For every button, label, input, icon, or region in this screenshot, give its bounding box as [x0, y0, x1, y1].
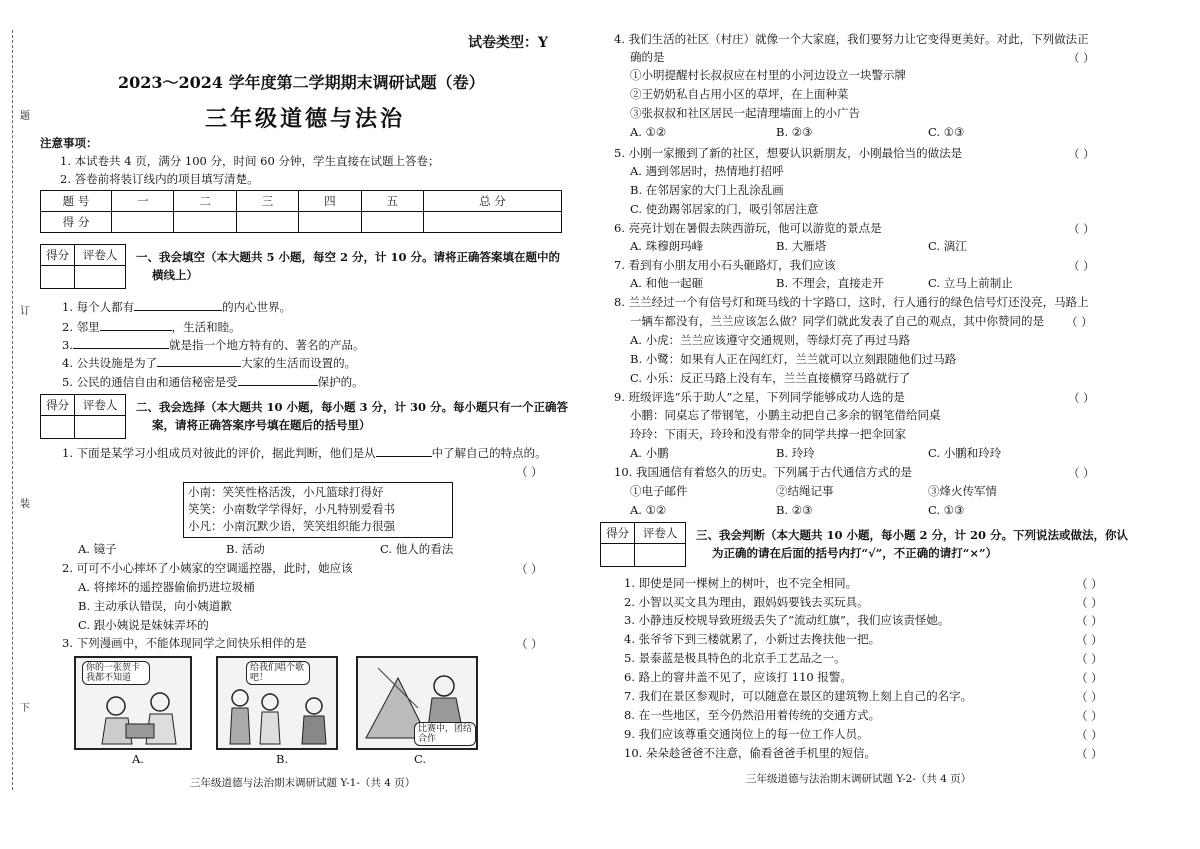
s3-item-5: 5. 景泰蓝是极具特色的北京手工艺品之一。: [624, 651, 846, 665]
r-q8-opt-b: B. 小鹭：如果有人正在闯红灯，兰兰就可以立刻跟随他们过马路: [630, 352, 957, 366]
answer-paren[interactable]: （ ）: [1076, 596, 1103, 610]
r-q4-opt-b: B. ②③: [776, 125, 813, 139]
r-q4-l1: 4. 我们生活的社区（村庄）就像一个大家庭，我们要努力让它变得更美好。对此，下列做法正: [614, 32, 1089, 46]
fill-blank[interactable]: [238, 373, 318, 386]
s1-q3-text: 3.: [62, 338, 73, 352]
s1-q3: [62, 336, 364, 352]
r-q6-opt-c: C. 漓江: [928, 239, 967, 253]
answer-paren[interactable]: （ ）: [516, 465, 543, 479]
s1-q5-text-end: 保护的。: [317, 375, 364, 389]
s1-q1-text: 1. 每个人都有: [62, 300, 135, 314]
r-q5-opt-b: B. 在邻居家的大门上乱涂乱画: [630, 183, 784, 197]
grader-reviewer-label: 评卷人: [75, 395, 126, 416]
comic-panel-c: [356, 656, 478, 750]
score-row-label: 得 分: [41, 212, 112, 233]
comic-label-b: B.: [276, 752, 289, 766]
grader-score-cell[interactable]: [601, 544, 635, 567]
s3-item-2: 2. 小智以买文具为理由，跟妈妈要钱去买玩具。: [624, 595, 869, 609]
margin-mark-bottom1: 装: [20, 499, 30, 510]
footer-page-1: 三年级道德与法治期末调研试题 Y-1-（共 4 页）: [190, 777, 416, 789]
section1-title-l1: 一、我会填空（本大题共 5 小题，每空 2 分，计 10 分。请将正确答案填在题中的: [136, 250, 561, 264]
r-q9-l3: 玲玲：下雨天，玲玲和没有带伞的同学共撑一把伞回家: [630, 427, 906, 441]
answer-paren[interactable]: （ ）: [1076, 747, 1103, 761]
s3-item-6: 6. 路上的窨井盖不见了，应该打 110 报警。: [624, 670, 852, 684]
margin-mark-mid: 订: [20, 306, 30, 317]
r-q4-item-3: ③张叔叔和社区居民一起清理墙面上的小广告: [630, 106, 860, 120]
grader-reviewer-label: 评卷人: [635, 523, 686, 544]
q1-dialogue-box: [183, 482, 453, 538]
s1-q3-text-end: 就是指一个地方特有的、著名的产品。: [168, 338, 365, 352]
grader-box-2: [40, 394, 126, 439]
grader-score-label: 得分: [601, 523, 635, 544]
s2-q3: 3. 下列漫画中，不能体现同学之间快乐相伴的是: [62, 636, 307, 650]
answer-paren[interactable]: （ ）: [1076, 709, 1103, 723]
r-q6-opt-b: B. 大雁塔: [776, 239, 827, 253]
s1-q4-text-end: 大家的生活而设置的。: [241, 356, 357, 370]
binding-line: [12, 30, 13, 790]
score-col-3: 三: [236, 191, 298, 212]
r-q10: 10. 我国通信有着悠久的历史。下列属于古代通信方式的是: [614, 465, 912, 479]
score-cell[interactable]: [112, 212, 174, 233]
margin-mark-bottom2: 下: [20, 703, 30, 714]
comic-b-bubble: 给我们唱个歌吧！: [246, 661, 310, 685]
s2-q1-text-end: 中了解自己的特点的。: [431, 446, 547, 460]
r-q7: 7. 看到有小朋友用小石头砸路灯，我们应该: [614, 258, 836, 272]
r-q4-opt-c: C. ①③: [928, 125, 965, 139]
s2-q2-opt-b: B. 主动承认错误，向小姨道歉: [78, 599, 232, 613]
r-q8-opt-a: A. 小虎：兰兰应该遵守交通规则，等绿灯亮了再过马路: [630, 333, 911, 347]
paper-type: 试卷类型：Y: [468, 35, 548, 51]
grader-box-3: [600, 522, 686, 567]
s1-q4: [62, 354, 356, 370]
r-q7-opt-a: A. 和他一起砸: [630, 276, 704, 290]
fill-blank[interactable]: [376, 444, 432, 457]
r-q5-opt-c: C. 使劲踢邻居家的门，吸引邻居注意: [630, 202, 819, 216]
section2-title-l1: 二、我会选择（本大题共 10 小题，每小题 3 分，计 30 分。每小题只有一个正确答: [136, 400, 569, 414]
score-cell[interactable]: [174, 212, 236, 233]
s1-q4-text: 4. 公共设施是为了: [62, 356, 158, 370]
section3-title-l2: 为正确的请在后面的括号内打“√”，不正确的请打“×”）: [712, 546, 998, 560]
score-cell[interactable]: [299, 212, 361, 233]
score-col-label: 题 号: [41, 191, 112, 212]
grader-reviewer-cell[interactable]: [75, 266, 126, 289]
s1-q2: [62, 318, 241, 334]
s2-q1-text: 1. 下面是某学习小组成员对彼此的评价，据此判断，他们是从: [62, 446, 376, 460]
comic-panel-b: [216, 656, 338, 750]
score-col-total: 总 分: [423, 191, 561, 212]
r-q6-opt-a: A. 珠穆朗玛峰: [630, 239, 704, 253]
answer-paren[interactable]: （ ）: [1076, 690, 1103, 704]
comic-label-a: A.: [132, 752, 144, 766]
s1-q2-text: 2. 邻里: [62, 320, 100, 334]
answer-paren[interactable]: （ ）: [1076, 633, 1103, 647]
answer-paren[interactable]: （ ）: [1066, 315, 1093, 329]
answer-paren[interactable]: （ ）: [1076, 671, 1103, 685]
section2-title-l2: 案，请将正确答案序号填在题后的括号里）: [152, 418, 371, 432]
s3-item-7: 7. 我们在景区参观时，可以随意在景区的建筑物上刻上自己的名字。: [624, 689, 973, 703]
dialogue-line: 小凡：小南沉默少语，笑笑组织能力很强: [188, 519, 395, 533]
s2-q1-opt-a: A. 镜子: [78, 542, 117, 556]
comic-label-c: C.: [414, 752, 427, 766]
fill-blank[interactable]: [157, 354, 241, 367]
comic-c-bubble: 比赛中，团结合作: [414, 722, 476, 746]
answer-paren[interactable]: （ ）: [1076, 577, 1103, 591]
grader-score-label: 得分: [41, 245, 75, 266]
score-table: [40, 190, 562, 233]
score-col-4: 四: [299, 191, 361, 212]
s2-q1-opt-c: C. 他人的看法: [380, 542, 454, 556]
notes-heading: 注意事项：: [40, 136, 98, 150]
r-q9-opt-a: A. 小鹏: [630, 446, 669, 460]
comic-a-bubble: 你的一张贺卡我都不知道: [82, 661, 150, 685]
score-col-1: 一: [112, 191, 174, 212]
r-q4-l2: 确的是: [630, 50, 665, 64]
answer-paren[interactable]: （ ）: [1076, 652, 1103, 666]
s3-item-9: 9. 我们应该尊重交通岗位上的每一位工作人员。: [624, 727, 869, 741]
section1-title-l2: 横线上）: [152, 268, 198, 282]
section3-title-l1: 三、我会判断（本大题共 10 小题，每小题 2 分，计 20 分。下列说法或做法，你认: [696, 528, 1129, 542]
score-cell[interactable]: [236, 212, 298, 233]
dialogue-line: 笑笑：小南数学学得好，小凡特别爱看书: [188, 502, 395, 516]
answer-paren[interactable]: （ ）: [1068, 466, 1095, 480]
footer-page-2: 三年级道德与法治期末调研试题 Y-2-（共 4 页）: [746, 773, 972, 785]
r-q9-opt-c: C. 小鹏和玲玲: [928, 446, 1002, 460]
score-col-5: 五: [361, 191, 423, 212]
score-cell[interactable]: [423, 212, 561, 233]
grader-reviewer-cell[interactable]: [635, 544, 686, 567]
s2-q1: [62, 444, 547, 460]
grader-box-1: [40, 244, 126, 289]
s2-q2: 2. 可可不小心摔坏了小姨家的空调遥控器，此时，她应该: [62, 561, 353, 575]
margin-mark-top: 题: [20, 111, 30, 122]
r-q9-l1: 9. 班级评选“乐于助人”之星，下列同学能够成功人选的是: [614, 390, 905, 404]
answer-paren[interactable]: （ ）: [1076, 728, 1103, 742]
s2-q2-opt-c: C. 跟小姨说是妹妹弄坏的: [78, 618, 209, 632]
answer-paren[interactable]: （ ）: [1068, 51, 1095, 65]
comic-b-drawing: [218, 658, 336, 748]
answer-paren[interactable]: （ ）: [1068, 259, 1095, 273]
r-q10-opt-b: B. ②③: [776, 503, 813, 517]
answer-paren[interactable]: （ ）: [1068, 147, 1095, 161]
r-q9-opt-b: B. 玲玲: [776, 446, 815, 460]
score-table-header-row: [41, 191, 562, 212]
answer-paren[interactable]: （ ）: [516, 562, 543, 576]
s1-q5-text: 5. 公民的通信自由和通信秘密是受: [62, 375, 238, 389]
r-q5: 5. 小刚一家搬到了新的社区，想要认识新朋友，小刚最恰当的做法是: [614, 146, 963, 160]
s1-q1-text-end: 的内心世界。: [222, 300, 292, 314]
s1-q1: [62, 298, 291, 314]
comic-panel-a: [74, 656, 192, 750]
r-q7-opt-c: C. 立马上前制止: [928, 276, 1013, 290]
r-q4-opt-a: A. ①②: [630, 125, 667, 139]
answer-paren[interactable]: （ ）: [516, 637, 543, 651]
grader-score-cell[interactable]: [41, 416, 75, 439]
fill-blank[interactable]: [100, 318, 172, 331]
fill-blank[interactable]: [73, 336, 169, 349]
r-q10-opt-c: C. ①③: [928, 503, 965, 517]
s3-item-3: 3. 小静违反校规导致班级丢失了“流动红旗”，我们应该责怪她。: [624, 613, 950, 627]
s3-item-8: 8. 在一些地区，至今仍然沿用着传统的交通方式。: [624, 708, 881, 722]
r-q8-l2: 一辆车都没有，兰兰应该怎么做？同学们就此发表了自己的观点，其中你赞同的是: [630, 314, 1044, 328]
exam-subject: 三年级道德与法治: [205, 106, 406, 132]
r-q7-opt-b: B. 不理会，直接走开: [776, 276, 884, 290]
fill-blank[interactable]: [134, 298, 222, 311]
score-cell[interactable]: [361, 212, 423, 233]
s3-item-10: 10. 朵朵趁爸爸不注意，偷看爸爸手机里的短信。: [624, 746, 876, 760]
grader-score-label: 得分: [41, 395, 75, 416]
answer-paren[interactable]: （ ）: [1076, 614, 1103, 628]
dialogue-line: 小南：笑笑性格活泼，小凡篮球打得好: [188, 485, 384, 499]
grader-reviewer-label: 评卷人: [75, 245, 126, 266]
r-q10-item-2: ②结绳记事: [776, 484, 834, 498]
notes-item-1: 1. 本试卷共 4 页，满分 100 分，时间 60 分钟，学生直接在试题上答卷；: [60, 154, 440, 168]
r-q8-opt-c: C. 小乐：反正马路上没有车，兰兰直接横穿马路就行了: [630, 371, 911, 385]
r-q9-l2: 小鹏：同桌忘了带钢笔，小鹏主动把自己多余的钢笔借给同桌: [630, 408, 941, 422]
s1-q5: [62, 373, 364, 389]
answer-paren[interactable]: （ ）: [1068, 391, 1095, 405]
s3-item-4: 4. 张爷爷下到三楼就累了，小新过去搀扶他一把。: [624, 632, 881, 646]
answer-paren[interactable]: （ ）: [1068, 222, 1095, 236]
grader-reviewer-cell[interactable]: [75, 416, 126, 439]
score-col-2: 二: [174, 191, 236, 212]
score-table-score-row: [41, 212, 562, 233]
r-q10-opt-a: A. ①②: [630, 503, 667, 517]
r-q6: 6. 亮亮计划在暑假去陕西游玩，他可以游览的景点是: [614, 221, 882, 235]
exam-title: 2023～2024 学年度第二学期期末调研试题（卷）: [118, 73, 485, 92]
s2-q1-opt-b: B. 活动: [226, 542, 265, 556]
comic-a-drawing: [76, 658, 190, 748]
r-q10-item-3: ③烽火传军情: [928, 484, 997, 498]
r-q5-opt-a: A. 遇到邻居时，热情地打招呼: [630, 164, 784, 178]
r-q10-item-1: ①电子邮件: [630, 484, 688, 498]
notes-item-2: 2. 答卷前将装订线内的项目填写清楚。: [60, 172, 259, 186]
r-q4-item-2: ②王奶奶私自占用小区的草坪，在上面种菜: [630, 87, 849, 101]
grader-score-cell[interactable]: [41, 266, 75, 289]
s1-q2-text-end: ，生活和睦。: [171, 320, 241, 334]
r-q4-item-1: ①小明提醒村长叔叔应在村里的小河边设立一块警示牌: [630, 68, 906, 82]
s3-item-1: 1. 即使是同一棵树上的树叶，也不完全相同。: [624, 576, 858, 590]
s2-q2-opt-a: A. 将摔坏的遥控器偷偷扔进垃圾桶: [78, 580, 255, 594]
r-q8-l1: 8. 兰兰经过一个有信号灯和斑马线的十字路口，这时，行人通行的绿色信号灯还没亮，马路上: [614, 295, 1089, 309]
